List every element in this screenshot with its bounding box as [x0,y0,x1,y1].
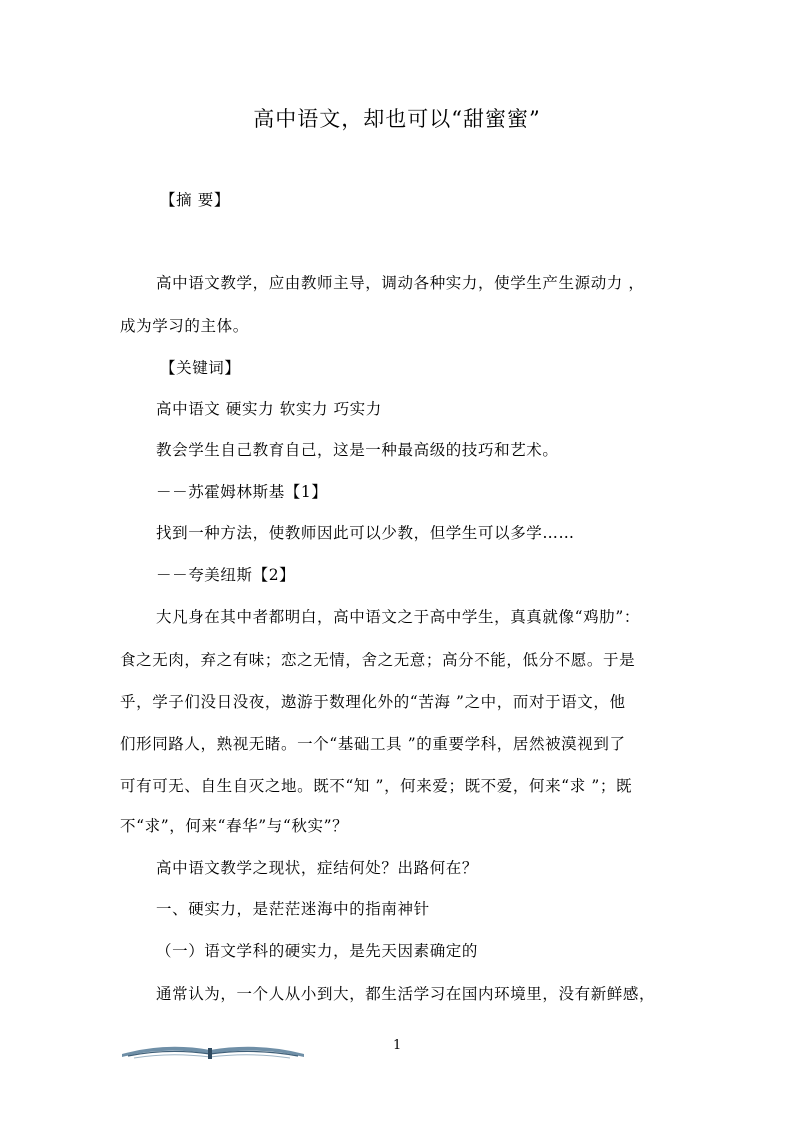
document-title: 高中语文，却也可以“甜蜜蜜” [253,107,541,131]
keywords-heading: 【关键词】 [160,359,241,377]
body-line: 可有可无、自生自灭之地。既不“知 ”，何来爱；既不爱，何来“求 ”；既 [120,777,633,795]
page-number: 1 [393,1038,402,1053]
quote-author: －－夸美纽斯【2】 [156,566,296,584]
quote-text: 找到一种方法，使教师因此可以少教，但学生可以多学…… [156,524,575,542]
body-line: 大凡身在其中者都明白，高中语文之于高中学生，真真就像“鸡肋”： [156,608,640,626]
body-line: 食之无肉，弃之有味；恋之无情，舍之无意；高分不能，低分不愿。于是 [120,651,636,669]
body-line: 通常认为，一个人从小到大，都生活学习在国内环境里，没有新鲜感， [156,985,656,1003]
subsection-heading: （一）语文学科的硬实力，是先天因素确定的 [156,942,479,960]
book-icon [118,1038,308,1062]
section-heading: 一、硬实力，是茫茫迷海中的指南神针 [156,900,430,918]
body-line: 不“求”，何来“春华”与“秋实”？ [120,817,349,835]
abstract-heading: 【摘 要】 [160,191,230,209]
body-line: 们形同路人，熟视无睹。一个“基础工具 ”的重要学科，居然被漠视到了 [120,735,626,753]
abstract-line: 高中语文教学，应由教师主导，调动各种实力，使学生产生源动力 ， [156,274,645,292]
keywords-list: 高中语文 硬实力 软实力 巧实力 [156,400,382,418]
quote-text: 教会学生自己教育自己，这是一种最高级的技巧和艺术。 [156,441,559,459]
body-line: 乎，学子们没日没夜，遨游于数理化外的“苦海 ”之中，而对于语文，他 [120,693,626,711]
question-line: 高中语文教学之现状，症结何处？出路何在？ [156,859,479,877]
abstract-line: 成为学习的主体。 [120,317,249,335]
quote-author: －－苏霍姆林斯基【1】 [156,483,328,501]
